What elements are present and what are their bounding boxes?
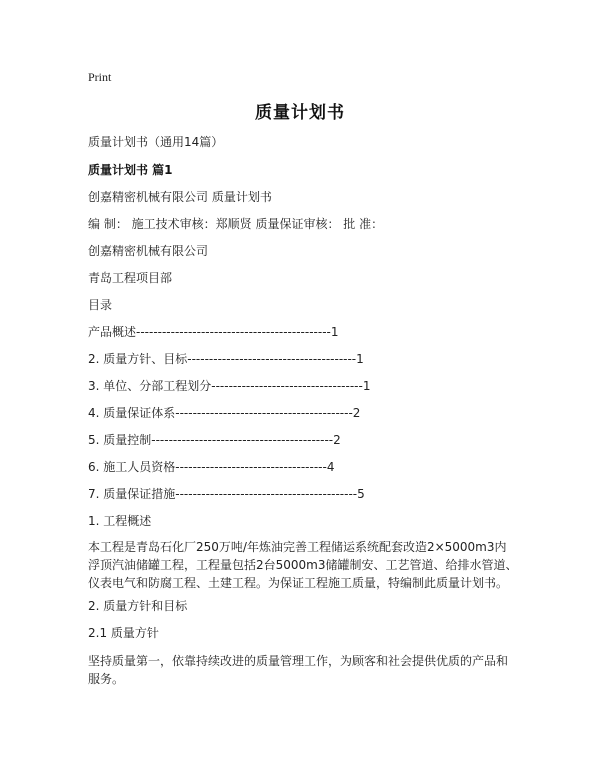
toc-entry: 4. 质量保证体系-----------------------------------------2	[88, 406, 361, 420]
section-heading: 质量计划书 篇1	[88, 163, 173, 177]
section2-heading: 2. 质量方针和目标	[88, 599, 188, 613]
toc-entry: 2. 质量方针、目标---------------------------------------1	[88, 352, 364, 366]
section21-body: 坚持质量第一，依靠持续改进的质量管理工作，为顾客和社会提供优质的产品和服务。	[88, 654, 509, 686]
print-label: Print	[88, 70, 112, 84]
section1-body: 本工程是青岛石化厂250万吨/年炼油完善工程储运系统配套改造2×5000m3内浮顶汽油储罐工程，工程量包括2台5000m3储罐制安、工艺管道、给排水管道、仪表电气和防腐工程、土建工程。为保证工程施工质量，特编制此质量计划书。	[88, 540, 518, 590]
toc-entry: 3. 单位、分部工程划分-----------------------------------1	[88, 379, 371, 393]
toc-entry: 6. 施工人员资格-----------------------------------4	[88, 460, 335, 474]
company-plan-line: 创嘉精密机械有限公司 质量计划书	[88, 190, 272, 204]
section1-heading: 1. 工程概述	[88, 514, 152, 528]
section21-heading: 2.1 质量方针	[88, 626, 159, 640]
project-dept-line: 青岛工程项目部	[88, 271, 173, 285]
document-subtitle: 质量计划书（通用14篇）	[88, 135, 224, 149]
toc-entry: 7. 质量保证措施------------------------------------------5	[88, 487, 365, 501]
toc-entry: 产品概述---------------------------------------------1	[88, 325, 339, 339]
document-title: 质量计划书	[255, 103, 345, 123]
company-line: 创嘉精密机械有限公司	[88, 244, 209, 258]
toc-entry: 5. 质量控制------------------------------------------2	[88, 433, 341, 447]
toc-title: 目录	[88, 298, 113, 312]
signoff-line: 编 制： 施工技术审核：郑顺贤 质量保证审核： 批 准：	[88, 217, 384, 231]
